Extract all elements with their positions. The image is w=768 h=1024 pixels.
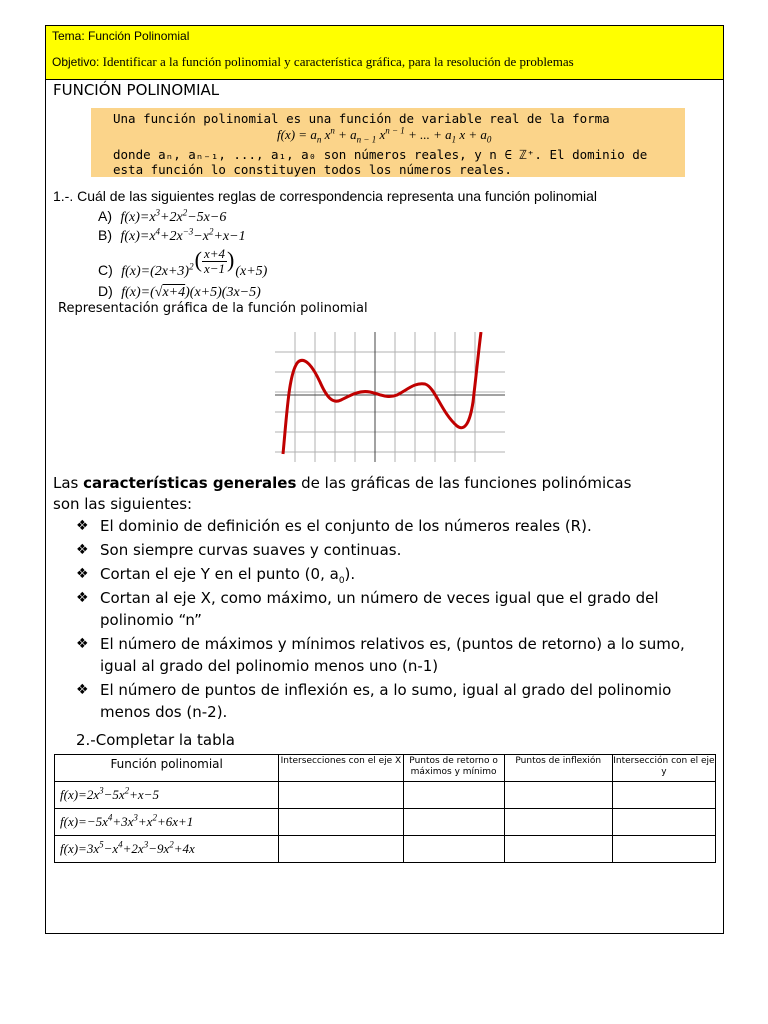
worksheet-header — [46, 26, 723, 80]
answer-cell[interactable] — [403, 782, 504, 809]
answer-cell[interactable] — [504, 782, 612, 809]
bullet-text: El dominio de definición es el conjunto de los números reales (R). — [100, 517, 592, 535]
paren-left: ( — [194, 247, 202, 272]
option-letter: C) — [98, 262, 113, 278]
answer-cell[interactable] — [279, 836, 403, 863]
bullet-text: El número de puntos de inflexión es, a lo sumo, igual al grado del polinomio menos dos (n-2). — [100, 681, 672, 721]
function-cell: $f(x)=-5x^4+3x^3+x^2+6x+1$ — [55, 809, 279, 836]
graph-caption: Representación gráfica de la función polinomial — [58, 301, 368, 316]
option-a — [98, 208, 226, 226]
diamond-bullet-icon: ❖ — [76, 566, 89, 582]
diamond-bullet-icon: ❖ — [76, 636, 89, 652]
option-letter: A) — [98, 208, 112, 224]
section-title: FUNCIÓN POLINOMIAL — [53, 81, 220, 99]
definition-box — [91, 108, 685, 177]
question-1: 1.-. Cuál de las siguientes reglas de correspondencia representa una función polinomial — [53, 188, 597, 204]
objective — [52, 54, 574, 70]
fraction: $\frac{x+4}{x-1}$ — [203, 246, 225, 276]
column-header: Función polinomial — [55, 755, 279, 782]
definition-line-1: Una función polinomial es una función de variable real de la forma — [113, 111, 610, 126]
topic-label: Tema: Función Polinomial — [52, 29, 190, 43]
characteristics-list — [76, 515, 716, 725]
definition-line-4: esta función lo constituyen todos los números reales. — [113, 162, 512, 177]
bullet-text: Cortan al eje X, como máximo, un número de veces igual que el grado del polinomio “n” — [100, 589, 659, 629]
objective-text: Identificar a la función polinomial y característica gráfica, para la resolución de problemas — [99, 54, 574, 69]
list-item — [76, 515, 716, 537]
list-item — [76, 633, 716, 677]
answer-cell[interactable] — [612, 782, 715, 809]
answer-cell[interactable] — [403, 836, 504, 863]
diamond-bullet-icon: ❖ — [76, 542, 89, 558]
polynomial-curve — [283, 332, 481, 454]
characteristics-intro — [53, 473, 653, 515]
question-2: 2.-Completar la tabla — [76, 731, 235, 749]
answer-cell[interactable] — [612, 809, 715, 836]
answer-cell[interactable] — [279, 782, 403, 809]
intro-post: de las gráficas de las funciones polinómicas son las siguientes: — [53, 474, 632, 513]
diamond-bullet-icon: ❖ — [76, 682, 89, 698]
option-equation: $f(x)=x^4+2x^{-3}-x^2+x-1$ — [120, 226, 246, 244]
option-c — [98, 247, 267, 281]
diamond-bullet-icon: ❖ — [76, 518, 89, 534]
bullet-text: Cortan el eje Y en el punto (0, a — [100, 565, 339, 583]
completion-table — [54, 754, 716, 863]
option-d — [98, 283, 261, 301]
table-header-row — [55, 755, 716, 782]
option-equation: $f(x)=x^3+2x^2-5x-6$ — [120, 207, 227, 225]
option-equation-tail: (x+5) — [235, 264, 268, 279]
intro-pre: Las — [53, 474, 84, 492]
column-header: Puntos de inflexión — [504, 755, 612, 782]
definition-line-3: donde aₙ, aₙ₋₁, ..., a₁, a₀ son números reales, y n ∈ ℤ⁺. El dominio de — [113, 147, 648, 162]
answer-cell[interactable] — [504, 836, 612, 863]
column-header: Intersecciones con el eje X — [279, 755, 403, 782]
column-header: Intersección con el eje y — [612, 755, 715, 782]
paren-right: ) — [226, 247, 235, 272]
list-item: ❖ Cortan el eje Y en el punto (0, $a_0$). — [76, 565, 356, 586]
list-item — [76, 587, 716, 631]
answer-cell[interactable] — [612, 836, 715, 863]
objective-label: Objetivo: — [52, 55, 100, 69]
option-equation: $f(x)=(2x+3)^2$ — [121, 261, 194, 279]
answer-cell[interactable] — [504, 809, 612, 836]
polynomial-general-form: $f(x) = a_n$ $x^n + a_{n - 1}$ $x^{n - 1}$ + ... + $a_1$ $x + a_0$ — [277, 125, 492, 145]
polynomial-graph — [275, 332, 505, 462]
column-header: Puntos de retorno o máximos y mínimo — [403, 755, 504, 782]
table-row — [55, 836, 716, 863]
option-letter: B) — [98, 227, 112, 243]
bullet-text: Son siempre curvas suaves y continuas. — [100, 541, 402, 559]
answer-cell[interactable] — [403, 809, 504, 836]
table-row — [55, 782, 716, 809]
list-item — [76, 679, 716, 723]
option-letter: D) — [98, 283, 113, 299]
table-row — [55, 809, 716, 836]
list-item — [76, 539, 716, 561]
option-equation: f(x)=(√x+4)(x+5)(3x−5) — [121, 285, 261, 300]
intro-bold: características generales — [83, 474, 297, 492]
function-cell: $f(x)=3x^5-x^4+2x^3-9x^2+4x$ — [55, 836, 279, 863]
worksheet-frame — [45, 25, 724, 934]
function-cell: $f(x)=2x^3-5x^2+x-5$ — [55, 782, 279, 809]
answer-cell[interactable] — [279, 809, 403, 836]
bullet-text: El número de máximos y mínimos relativos es, (puntos de retorno) a lo sumo, igual al grado del polinomio menos uno (n-1) — [100, 635, 685, 675]
diamond-bullet-icon: ❖ — [76, 590, 89, 606]
option-b — [98, 227, 246, 245]
